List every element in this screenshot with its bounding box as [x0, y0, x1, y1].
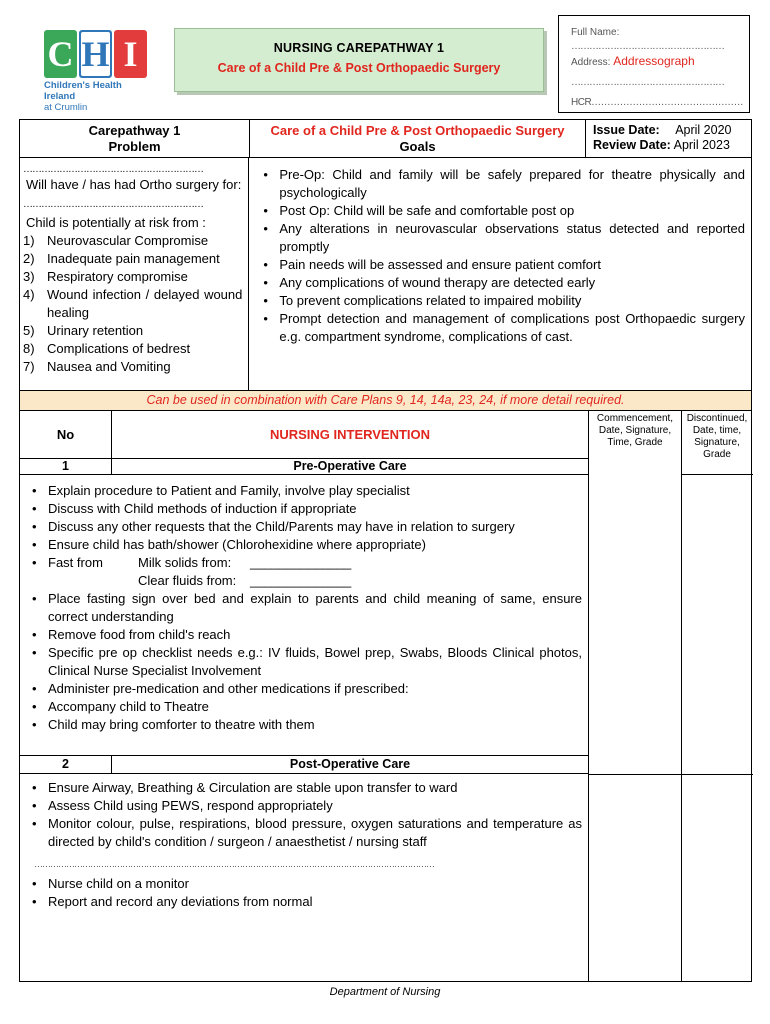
logo-sub: at Crumlin [44, 102, 88, 113]
full-name-field[interactable]: …………………………………………… [571, 41, 724, 52]
post-op-item: • Assess Child using PEWS, respond appropriately [24, 797, 582, 815]
goal-item: • Pain needs will be assessed and ensure patient comfort [255, 256, 745, 274]
risk-item: 4) Wound infection / delayed wound healing [23, 287, 243, 320]
pre-op-item: • Administer pre-medication and other medications if prescribed: [24, 680, 582, 698]
goal-item: • Post Op: Child will be safe and comfortable post op [255, 202, 745, 220]
pre-op-item: • Place fasting sign over bed and explain to parents and child meaning of same, ensure correct understanding [24, 590, 582, 626]
risk-item: 7) Nausea and Vomiting [23, 359, 171, 374]
problem-cell: …………………………………………………… Will have / has had Ortho surgery for: …………………………………………………… Child is potentially at risk from : 1) Neurovascular Compromise 2) Inadequate pain management 3) Respiratory compromise 4) Wound infection / delayed wound healing 5) Urinary retention 8) Complications of bedrest 7) Nausea and Vomiting [20, 158, 249, 390]
risk-item: 8) Complications of bedrest [23, 341, 191, 356]
pre-op-item: • Ensure child has bath/shower (Chlorohexidine where appropriate) [24, 536, 582, 554]
pre-op-item: • Remove food from child's reach [24, 626, 582, 644]
risk-list [23, 232, 242, 376]
post-op-item: • Report and record any deviations from normal [24, 893, 582, 911]
risk-item: 3) Respiratory compromise [23, 269, 188, 284]
risk-item: 5) Urinary retention [23, 323, 144, 338]
goal-item: • Any alterations in neurovascular observations status detected and reported promptly [255, 220, 745, 256]
logo-name: Children's Health Ireland [44, 80, 122, 102]
logo-letter-c: C [44, 30, 77, 78]
dates-header: Issue Date: April 2020 Review Date: April 2023 [593, 123, 732, 152]
pre-op-item: • Discuss with Child methods of induction if appropriate [24, 500, 582, 518]
pre-op-item: • Explain procedure to Patient and Family, involve play specialist [24, 482, 582, 500]
commencement-column-header: Commencement, Date, Signature, Time, Grade [596, 413, 674, 448]
chi-logo [44, 30, 154, 113]
address-row [571, 54, 737, 70]
milk-blank[interactable]: ______________ [250, 555, 352, 570]
logo-letter-i: I [114, 30, 147, 78]
intervention-column-header: NURSING INTERVENTION [269, 427, 431, 442]
goal-item: • Prompt detection and management of complications post Orthopaedic surgery e.g. compartment syndrome, complications of cast. [255, 310, 745, 346]
risk-item: 1) Neurovascular Compromise [23, 233, 209, 248]
section-1-header: 1 Pre-Operative Care [20, 459, 588, 475]
document-title: NURSING CAREPATHWAY 1 [273, 41, 445, 55]
risk-intro: Child is potentially at risk from : [26, 215, 206, 230]
pre-op-item: • Discuss any other requests that the Child/Parents may have in relation to surgery [24, 518, 582, 536]
section-2-separator: …………………………………………………………………………………………………………………………………… [34, 859, 434, 869]
problem-header: Carepathway 1 Problem [20, 120, 250, 157]
intervention-table [19, 411, 752, 982]
goals-list [255, 166, 745, 346]
logo-letter-h: H [79, 30, 112, 78]
no-column-header: No [20, 411, 112, 459]
pre-op-item: • Child may bring comforter to theatre with them [24, 716, 582, 734]
clear-blank[interactable]: ______________ [250, 573, 352, 588]
address-value: Addressograph [613, 54, 695, 68]
post-op-item: • Nurse child on a monitor [24, 875, 582, 893]
combination-note: Can be used in combination with Care Plans 9, 14, 14a, 23, 24, if more detail required. [19, 390, 752, 411]
fasting-item: • Fast from Milk solids from: ______________ Clear fluids from: ______________ [24, 554, 582, 590]
document-subtitle: Care of a Child Pre & Post Orthopaedic Surgery [217, 61, 501, 75]
section-1-content [24, 482, 582, 734]
pre-op-item: • Accompany child to Theatre [24, 698, 582, 716]
document-title-box [174, 28, 544, 92]
footer-department: Department of Nursing [329, 986, 441, 998]
goal-item: • Any complications of wound therapy are detected early [255, 274, 745, 292]
problem-line: Will have / has had Ortho surgery for: [26, 177, 242, 192]
section-2-content [24, 779, 582, 911]
address-field[interactable]: …………………………………………… [571, 77, 724, 88]
patient-info-box [558, 15, 750, 113]
pathway-header-table [19, 119, 752, 391]
full-name-label: Full Name: [571, 27, 620, 38]
post-op-item: • Ensure Airway, Breathing & Circulation are stable upon transfer to ward [24, 779, 582, 797]
address-label: Address: [571, 57, 611, 68]
post-op-item: • Monitor colour, pulse, respirations, blood pressure, oxygen saturations and temperature as directed by child's condition / surgeon / anaesthetist / nursing staff [24, 815, 582, 851]
discontinued-column-header: Discontinued, Date, time, Signature, Grade [686, 413, 748, 460]
goal-item: • To prevent complications related to impaired mobility [255, 292, 745, 310]
goals-cell [249, 158, 751, 390]
section-2-header: 2 Post-Operative Care [20, 755, 588, 774]
goals-header: Care of a Child Pre & Post Orthopaedic Surgery Goals [250, 120, 586, 157]
risk-item: 2) Inadequate pain management [23, 251, 220, 266]
hcr-field[interactable]: HCR………………………………………… [571, 97, 744, 108]
goal-item: • Pre-Op: Child and family will be safely prepared for theatre physically and psychologically [255, 166, 745, 202]
pre-op-item: • Specific pre op checklist needs e.g.: IV fluids, Bowel prep, Swabs, Bloods Clinical photos, Clinical Nurse Specialist Involvement [24, 644, 582, 680]
